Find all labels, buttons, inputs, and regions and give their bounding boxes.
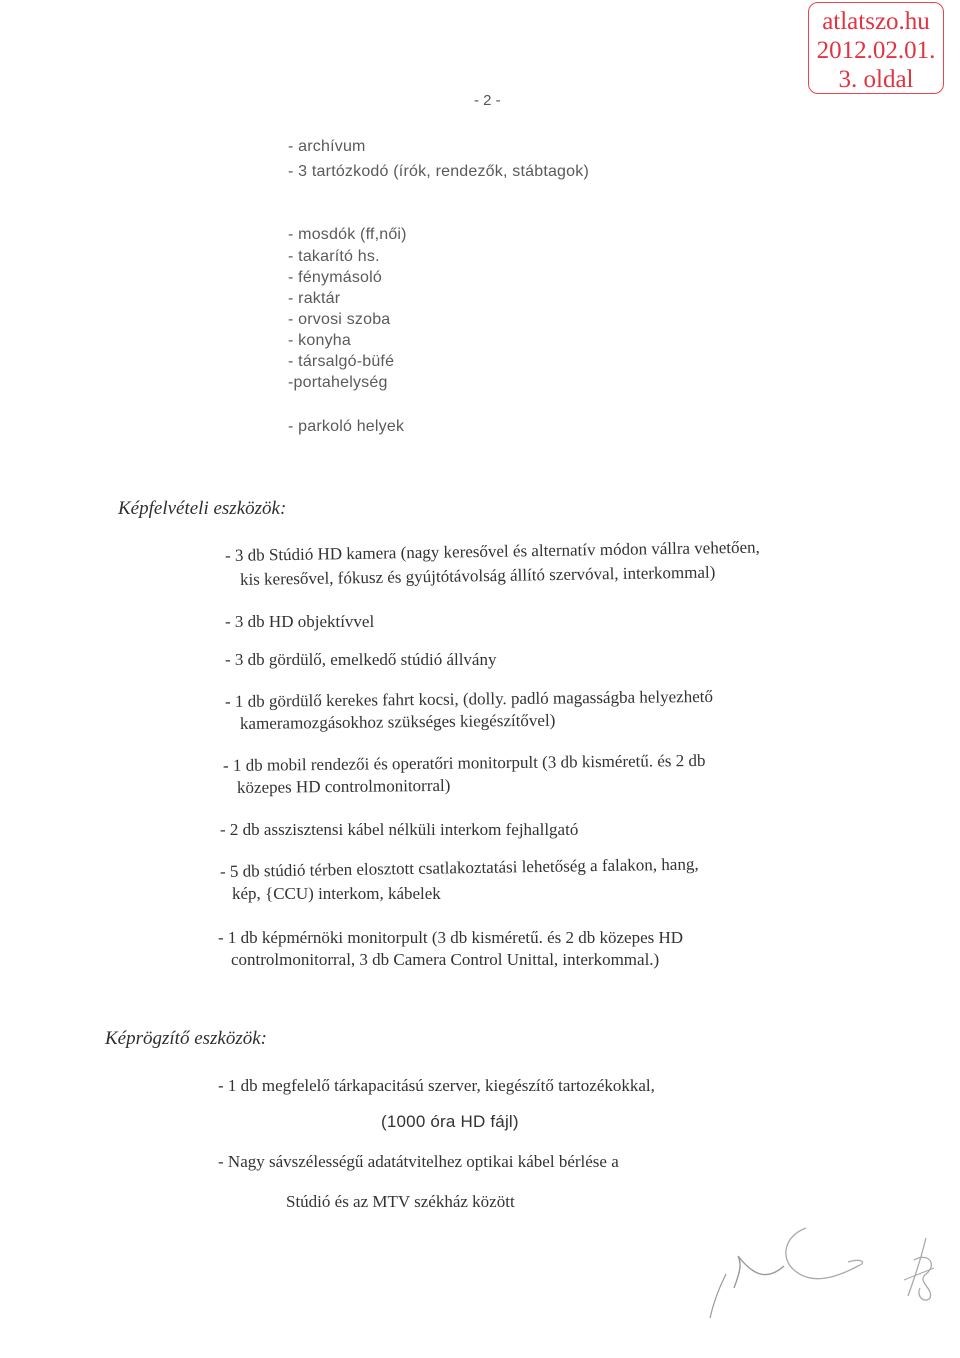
section-heading-capture: Képfelvételi eszközök: [118,498,287,519]
stamp-date: 2012.02.01. [816,37,936,64]
recording-item: - Nagy sávszélességű adatátvitelhez optikai kábel bérlése a [218,1152,619,1171]
source-stamp [808,2,944,94]
equipment-item-cont: kis keresővel, fókusz és gyújtótávolság állító szervóval, interkommal) [239,562,716,589]
recording-item-detail: (1000 óra HD fájl) [381,1112,519,1131]
room-item: - orvosi szoba [288,311,391,328]
room-item: - archívum [288,138,366,155]
equipment-item: - 1 db képmérnöki monitorpult (3 db kisméretű. és 2 db közepes HD [218,928,684,947]
stamp-site: atlatszo.hu [822,8,930,35]
equipment-item-cont: kép, {CCU) interkom, kábelek [232,884,441,903]
page-number: - 2 - [474,92,501,109]
room-item: - mosdók (ff,női) [288,226,407,243]
recording-item: - 1 db megfelelő tárkapacitású szerver, kiegészítő tartozékokkal, [218,1076,655,1095]
room-item: -portahelység [288,374,388,391]
stamp-page: 3. oldal [838,66,914,93]
equipment-item: - 1 db gördülő kerekes fahrt kocsi, (dolly. padló magasságba helyezhető [224,686,714,711]
room-item: - társalgó-büfé [288,353,395,370]
equipment-item-cont: kameramozgásokhoz szükséges kiegészítővel) [239,710,556,733]
equipment-item-cont: controlmonitorral, 3 db Camera Control Unittal, interkommal.) [231,950,660,969]
recording-item-cont: Stúdió és az MTV székház között [286,1192,515,1211]
equipment-item: - 3 db gördülő, emelkedő stúdió állvány [225,650,497,669]
equipment-item-cont: közepes HD controlmonitorral) [236,775,451,797]
room-item: - fénymásoló [288,269,382,286]
equipment-item: - 1 db mobil rendezői és operatőri monitorpult (3 db kisméretű. és 2 db [222,750,706,775]
equipment-item: - 2 db asszisztensi kábel nélküli interkom fejhallgató [220,820,579,839]
room-item: - konyha [288,332,351,349]
equipment-item: - 3 db Stúdió HD kamera (nagy keresővel és alternatív módon vállra vehetően, [224,537,760,565]
signature-initials [690,1200,960,1320]
equipment-item: - 5 db stúdió térben elosztott csatlakoztatási lehetőség a falakon, hang, [219,854,699,881]
room-item: - parkoló helyek [288,418,405,435]
equipment-item: - 3 db HD objektívvel [225,612,375,631]
room-item: - takarító hs. [288,248,380,265]
room-item: - raktár [288,290,341,307]
room-item: - 3 tartózkodó (írók, rendezők, stábtagok) [288,163,589,180]
section-heading-recording: Képrögzítő eszközök: [105,1028,268,1049]
